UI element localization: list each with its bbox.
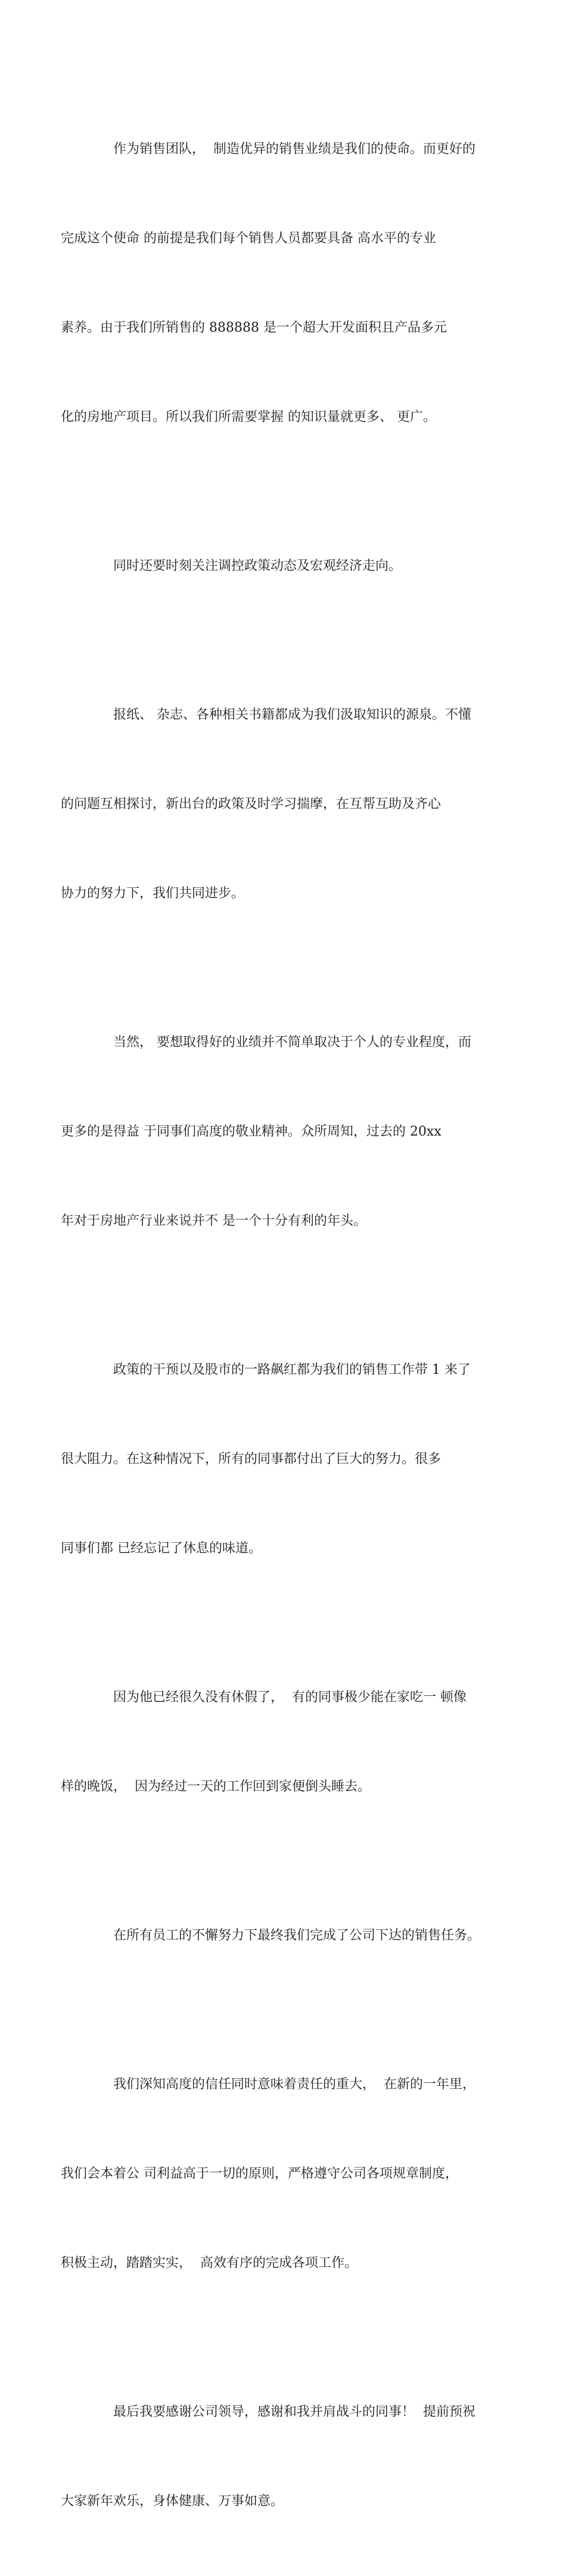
paragraph-line: 当然， 要想取得好的业绩并不简单取决于个人的专业程度，而 bbox=[113, 1035, 471, 1050]
paragraph-line: 很大阻力。在这种情况下，所有的同事都付出了巨大的努力。很多 bbox=[61, 1452, 441, 1467]
paragraph-policy-attention bbox=[87, 492, 486, 641]
paragraph-no-vacation bbox=[61, 1623, 486, 1861]
paragraph-line: 同事们都 已经忘记了休息的味道。 bbox=[61, 1541, 262, 1556]
paragraph-line: 我们深知高度的信任同时意味着责任的重大， 在新的一年里， bbox=[113, 2077, 475, 2092]
paragraph-line: 素养。由于我们所销售的 888888 是一个超大开发面积且产品多元 bbox=[61, 320, 447, 335]
paragraph-line: 年对于房地产行业来说并不 是一个十分有利的年头。 bbox=[61, 1214, 366, 1228]
paragraph-dedication bbox=[61, 968, 486, 1296]
paragraph-line: 更多的是得益 于同事们高度的敬业精神。众所周知，过去的 20xx bbox=[61, 1124, 441, 1139]
paragraph-line: 样的晚饭， 因为经过一天的工作回到家便倒头睡去。 bbox=[61, 1779, 371, 1794]
paragraph-line: 我们会本着公 司利益高于一切的原则，严格遵守公司各项规章制度， bbox=[61, 2166, 458, 2181]
paragraph-line: 化的房地产项目。所以我们所需要掌握 的知识量就更多、 更广。 bbox=[61, 410, 436, 425]
paragraph-line: 在所有员工的不懈努力下最终我们完成了公司下达的销售任务。 bbox=[113, 1928, 481, 1943]
paragraph-line: 的问题互相探讨，新出台的政策及时学习揣摩，在互帮互助及齐心 bbox=[61, 797, 441, 812]
paragraph-line: 同时还要时刻关注调控政策动态及宏观经济走向。 bbox=[113, 559, 402, 573]
paragraph-line: 大家新年欢乐，身体健康、万事如意。 bbox=[61, 2494, 284, 2509]
paragraph-thanks-wishes bbox=[61, 2338, 486, 2576]
paragraph-task-completed bbox=[87, 1861, 486, 2010]
paragraph-new-year-commitment bbox=[61, 2010, 486, 2338]
paragraph-market-resistance bbox=[61, 1296, 486, 1623]
paragraph-line: 因为他已经很久没有休假了， 有的同事极少能在家吃一 顿像 bbox=[113, 1690, 467, 1705]
paragraph-line: 最后我要感谢公司领导，感谢和我并肩战斗的同事！ 提前预祝 bbox=[113, 2405, 475, 2419]
document-body bbox=[61, 75, 486, 2576]
paragraph-line: 作为销售团队， 制造优异的销售业绩是我们的使命。而更好的 bbox=[113, 142, 475, 157]
paragraph-knowledge-sources bbox=[61, 641, 486, 968]
paragraph-line: 积极主动，踏踏实实， 高效有序的完成各项工作。 bbox=[61, 2256, 357, 2271]
paragraph-line: 报纸、 杂志、各种相关书籍都成为我们汲取知识的源泉。不懂 bbox=[113, 707, 471, 722]
paragraph-line: 完成这个使命 的前提是我们每个销售人员都要具备 高水平的专业 bbox=[61, 231, 436, 246]
paragraph-line: 协力的努力下，我们共同进步。 bbox=[61, 886, 245, 901]
paragraph-line: 政策的干预以及股市的一路飙红都为我们的销售工作带 1 来了 bbox=[113, 1362, 471, 1377]
paragraph-sales-mission bbox=[61, 75, 486, 492]
